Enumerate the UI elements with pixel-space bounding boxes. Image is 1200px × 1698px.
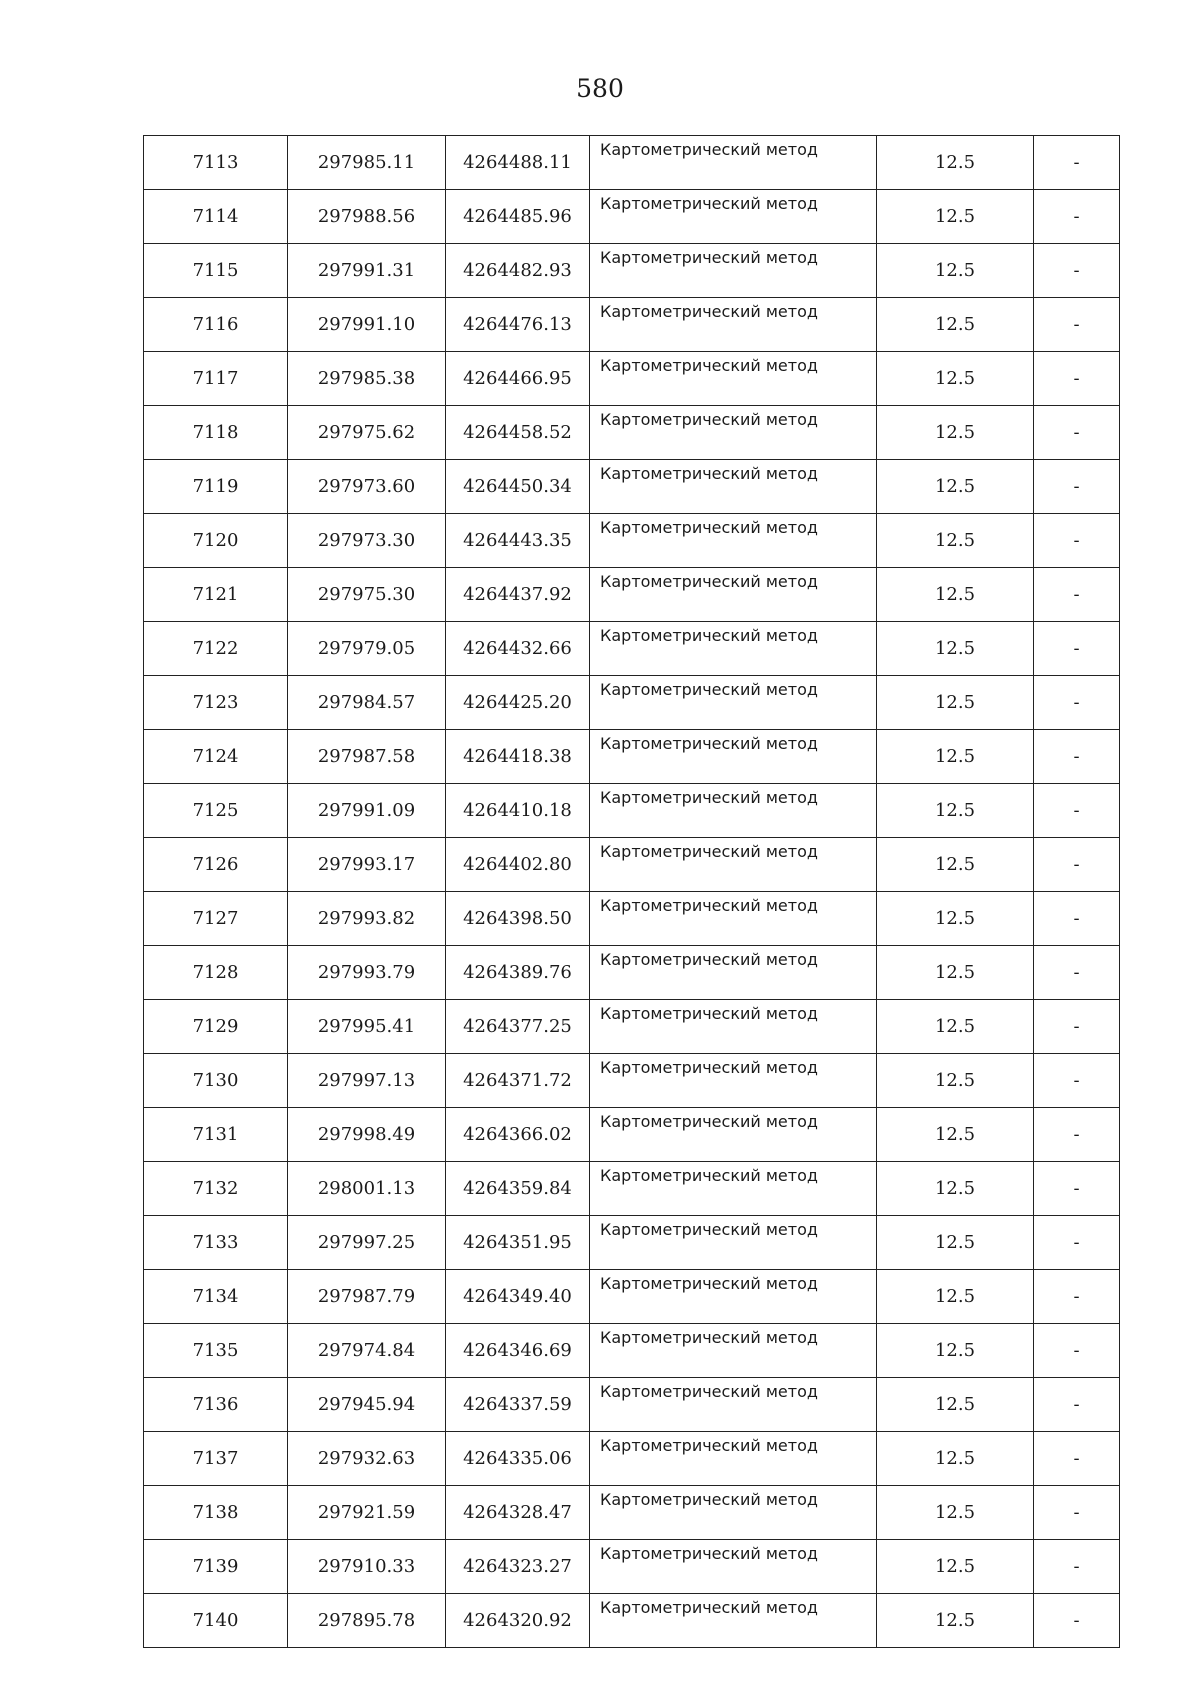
- note-cell: -: [1034, 838, 1120, 892]
- table-row: [144, 460, 1120, 514]
- note-cell: -: [1034, 1108, 1120, 1162]
- x-coordinate-cell: 297987.79: [288, 1270, 446, 1324]
- note-cell: -: [1034, 1540, 1120, 1594]
- point-number-cell: 7121: [144, 568, 288, 622]
- note-cell: -: [1034, 190, 1120, 244]
- accuracy-cell: 12.5: [877, 352, 1034, 406]
- accuracy-cell: 12.5: [877, 1054, 1034, 1108]
- x-coordinate-cell: 297987.58: [288, 730, 446, 784]
- table-row: [144, 1594, 1120, 1648]
- method-cell: Картометрический метод: [590, 244, 877, 298]
- accuracy-cell: 12.5: [877, 1162, 1034, 1216]
- x-coordinate-cell: 297984.57: [288, 676, 446, 730]
- x-coordinate-cell: 297910.33: [288, 1540, 446, 1594]
- x-coordinate-cell: 297993.82: [288, 892, 446, 946]
- method-cell: Картометрический метод: [590, 838, 877, 892]
- accuracy-cell: 12.5: [877, 244, 1034, 298]
- point-number-cell: 7123: [144, 676, 288, 730]
- note-cell: -: [1034, 1324, 1120, 1378]
- table-row: [144, 1378, 1120, 1432]
- accuracy-cell: 12.5: [877, 946, 1034, 1000]
- point-number-cell: 7133: [144, 1216, 288, 1270]
- y-coordinate-cell: 4264366.02: [446, 1108, 590, 1162]
- y-coordinate-cell: 4264398.50: [446, 892, 590, 946]
- accuracy-cell: 12.5: [877, 514, 1034, 568]
- method-cell: Картометрический метод: [590, 1378, 877, 1432]
- y-coordinate-cell: 4264418.38: [446, 730, 590, 784]
- accuracy-cell: 12.5: [877, 730, 1034, 784]
- accuracy-cell: 12.5: [877, 1324, 1034, 1378]
- note-cell: -: [1034, 136, 1120, 190]
- x-coordinate-cell: 297998.49: [288, 1108, 446, 1162]
- x-coordinate-cell: 297997.25: [288, 1216, 446, 1270]
- point-number-cell: 7118: [144, 406, 288, 460]
- table-row: [144, 568, 1120, 622]
- y-coordinate-cell: 4264485.96: [446, 190, 590, 244]
- point-number-cell: 7134: [144, 1270, 288, 1324]
- y-coordinate-cell: 4264337.59: [446, 1378, 590, 1432]
- x-coordinate-cell: 297993.17: [288, 838, 446, 892]
- y-coordinate-cell: 4264458.52: [446, 406, 590, 460]
- point-number-cell: 7138: [144, 1486, 288, 1540]
- coordinates-table: [143, 135, 1120, 1648]
- point-number-cell: 7116: [144, 298, 288, 352]
- method-cell: Картометрический метод: [590, 1270, 877, 1324]
- note-cell: -: [1034, 784, 1120, 838]
- accuracy-cell: 12.5: [877, 1216, 1034, 1270]
- accuracy-cell: 12.5: [877, 1378, 1034, 1432]
- x-coordinate-cell: 297895.78: [288, 1594, 446, 1648]
- accuracy-cell: 12.5: [877, 1270, 1034, 1324]
- method-cell: Картометрический метод: [590, 1162, 877, 1216]
- y-coordinate-cell: 4264482.93: [446, 244, 590, 298]
- note-cell: -: [1034, 244, 1120, 298]
- table-row: [144, 1216, 1120, 1270]
- point-number-cell: 7137: [144, 1432, 288, 1486]
- point-number-cell: 7122: [144, 622, 288, 676]
- y-coordinate-cell: 4264377.25: [446, 1000, 590, 1054]
- x-coordinate-cell: 297988.56: [288, 190, 446, 244]
- x-coordinate-cell: 297995.41: [288, 1000, 446, 1054]
- method-cell: Картометрический метод: [590, 1216, 877, 1270]
- note-cell: -: [1034, 1432, 1120, 1486]
- method-cell: Картометрический метод: [590, 190, 877, 244]
- table-row: [144, 838, 1120, 892]
- table-row: [144, 1324, 1120, 1378]
- note-cell: -: [1034, 460, 1120, 514]
- note-cell: -: [1034, 1162, 1120, 1216]
- y-coordinate-cell: 4264476.13: [446, 298, 590, 352]
- accuracy-cell: 12.5: [877, 1540, 1034, 1594]
- accuracy-cell: 12.5: [877, 136, 1034, 190]
- point-number-cell: 7126: [144, 838, 288, 892]
- y-coordinate-cell: 4264410.18: [446, 784, 590, 838]
- y-coordinate-cell: 4264346.69: [446, 1324, 590, 1378]
- accuracy-cell: 12.5: [877, 1108, 1034, 1162]
- method-cell: Картометрический метод: [590, 1594, 877, 1648]
- method-cell: Картометрический метод: [590, 1486, 877, 1540]
- method-cell: Картометрический метод: [590, 730, 877, 784]
- table-row: [144, 1162, 1120, 1216]
- accuracy-cell: 12.5: [877, 784, 1034, 838]
- point-number-cell: 7124: [144, 730, 288, 784]
- note-cell: -: [1034, 946, 1120, 1000]
- table-row: [144, 244, 1120, 298]
- accuracy-cell: 12.5: [877, 1594, 1034, 1648]
- point-number-cell: 7128: [144, 946, 288, 1000]
- note-cell: -: [1034, 1270, 1120, 1324]
- table-row: [144, 784, 1120, 838]
- y-coordinate-cell: 4264443.35: [446, 514, 590, 568]
- x-coordinate-cell: 297921.59: [288, 1486, 446, 1540]
- table-row: [144, 1432, 1120, 1486]
- method-cell: Картометрический метод: [590, 1432, 877, 1486]
- table-row: [144, 892, 1120, 946]
- method-cell: Картометрический метод: [590, 1324, 877, 1378]
- point-number-cell: 7120: [144, 514, 288, 568]
- y-coordinate-cell: 4264466.95: [446, 352, 590, 406]
- method-cell: Картометрический метод: [590, 892, 877, 946]
- y-coordinate-cell: 4264432.66: [446, 622, 590, 676]
- table-row: [144, 1486, 1120, 1540]
- accuracy-cell: 12.5: [877, 838, 1034, 892]
- x-coordinate-cell: 297973.30: [288, 514, 446, 568]
- x-coordinate-cell: 297991.09: [288, 784, 446, 838]
- method-cell: Картометрический метод: [590, 298, 877, 352]
- note-cell: -: [1034, 406, 1120, 460]
- accuracy-cell: 12.5: [877, 460, 1034, 514]
- accuracy-cell: 12.5: [877, 406, 1034, 460]
- x-coordinate-cell: 297932.63: [288, 1432, 446, 1486]
- method-cell: Картометрический метод: [590, 784, 877, 838]
- note-cell: -: [1034, 514, 1120, 568]
- note-cell: -: [1034, 892, 1120, 946]
- accuracy-cell: 12.5: [877, 892, 1034, 946]
- table-row: [144, 1270, 1120, 1324]
- accuracy-cell: 12.5: [877, 568, 1034, 622]
- method-cell: Картометрический метод: [590, 568, 877, 622]
- table-row: [144, 1000, 1120, 1054]
- y-coordinate-cell: 4264437.92: [446, 568, 590, 622]
- x-coordinate-cell: 297991.10: [288, 298, 446, 352]
- point-number-cell: 7125: [144, 784, 288, 838]
- note-cell: -: [1034, 298, 1120, 352]
- method-cell: Картометрический метод: [590, 946, 877, 1000]
- method-cell: Картометрический метод: [590, 1540, 877, 1594]
- method-cell: Картометрический метод: [590, 1054, 877, 1108]
- y-coordinate-cell: 4264351.95: [446, 1216, 590, 1270]
- accuracy-cell: 12.5: [877, 622, 1034, 676]
- x-coordinate-cell: 297975.30: [288, 568, 446, 622]
- point-number-cell: 7131: [144, 1108, 288, 1162]
- y-coordinate-cell: 4264402.80: [446, 838, 590, 892]
- method-cell: Картометрический метод: [590, 514, 877, 568]
- table-row: [144, 676, 1120, 730]
- x-coordinate-cell: 297985.38: [288, 352, 446, 406]
- note-cell: -: [1034, 352, 1120, 406]
- x-coordinate-cell: 297975.62: [288, 406, 446, 460]
- table-row: [144, 406, 1120, 460]
- table-row: [144, 1054, 1120, 1108]
- accuracy-cell: 12.5: [877, 1000, 1034, 1054]
- table-row: [144, 298, 1120, 352]
- note-cell: -: [1034, 1594, 1120, 1648]
- x-coordinate-cell: 297985.11: [288, 136, 446, 190]
- x-coordinate-cell: 297973.60: [288, 460, 446, 514]
- accuracy-cell: 12.5: [877, 190, 1034, 244]
- point-number-cell: 7136: [144, 1378, 288, 1432]
- table-row: [144, 730, 1120, 784]
- x-coordinate-cell: 297979.05: [288, 622, 446, 676]
- x-coordinate-cell: 297993.79: [288, 946, 446, 1000]
- table-row: [144, 190, 1120, 244]
- note-cell: -: [1034, 1378, 1120, 1432]
- y-coordinate-cell: 4264328.47: [446, 1486, 590, 1540]
- x-coordinate-cell: 297997.13: [288, 1054, 446, 1108]
- x-coordinate-cell: 297974.84: [288, 1324, 446, 1378]
- method-cell: Картометрический метод: [590, 352, 877, 406]
- table-row: [144, 514, 1120, 568]
- accuracy-cell: 12.5: [877, 1432, 1034, 1486]
- point-number-cell: 7117: [144, 352, 288, 406]
- method-cell: Картометрический метод: [590, 460, 877, 514]
- y-coordinate-cell: 4264389.76: [446, 946, 590, 1000]
- accuracy-cell: 12.5: [877, 676, 1034, 730]
- point-number-cell: 7135: [144, 1324, 288, 1378]
- method-cell: Картометрический метод: [590, 622, 877, 676]
- note-cell: -: [1034, 1054, 1120, 1108]
- page-number: 580: [576, 74, 624, 103]
- method-cell: Картометрический метод: [590, 1000, 877, 1054]
- accuracy-cell: 12.5: [877, 1486, 1034, 1540]
- note-cell: -: [1034, 622, 1120, 676]
- table-row: [144, 136, 1120, 190]
- note-cell: -: [1034, 1486, 1120, 1540]
- point-number-cell: 7140: [144, 1594, 288, 1648]
- y-coordinate-cell: 4264450.34: [446, 460, 590, 514]
- point-number-cell: 7119: [144, 460, 288, 514]
- method-cell: Картометрический метод: [590, 406, 877, 460]
- x-coordinate-cell: 297945.94: [288, 1378, 446, 1432]
- table-row: [144, 1540, 1120, 1594]
- table-row: [144, 1108, 1120, 1162]
- y-coordinate-cell: 4264371.72: [446, 1054, 590, 1108]
- coordinates-table-body: [144, 136, 1120, 1648]
- point-number-cell: 7129: [144, 1000, 288, 1054]
- y-coordinate-cell: 4264425.20: [446, 676, 590, 730]
- point-number-cell: 7132: [144, 1162, 288, 1216]
- accuracy-cell: 12.5: [877, 298, 1034, 352]
- method-cell: Картометрический метод: [590, 676, 877, 730]
- table-row: [144, 946, 1120, 1000]
- note-cell: -: [1034, 568, 1120, 622]
- point-number-cell: 7115: [144, 244, 288, 298]
- point-number-cell: 7139: [144, 1540, 288, 1594]
- note-cell: -: [1034, 1000, 1120, 1054]
- method-cell: Картометрический метод: [590, 136, 877, 190]
- point-number-cell: 7114: [144, 190, 288, 244]
- method-cell: Картометрический метод: [590, 1108, 877, 1162]
- y-coordinate-cell: 4264359.84: [446, 1162, 590, 1216]
- table-row: [144, 352, 1120, 406]
- note-cell: -: [1034, 730, 1120, 784]
- table-row: [144, 622, 1120, 676]
- y-coordinate-cell: 4264349.40: [446, 1270, 590, 1324]
- x-coordinate-cell: 298001.13: [288, 1162, 446, 1216]
- point-number-cell: 7127: [144, 892, 288, 946]
- y-coordinate-cell: 4264488.11: [446, 136, 590, 190]
- y-coordinate-cell: 4264320.92: [446, 1594, 590, 1648]
- point-number-cell: 7130: [144, 1054, 288, 1108]
- y-coordinate-cell: 4264323.27: [446, 1540, 590, 1594]
- y-coordinate-cell: 4264335.06: [446, 1432, 590, 1486]
- note-cell: -: [1034, 676, 1120, 730]
- x-coordinate-cell: 297991.31: [288, 244, 446, 298]
- note-cell: -: [1034, 1216, 1120, 1270]
- point-number-cell: 7113: [144, 136, 288, 190]
